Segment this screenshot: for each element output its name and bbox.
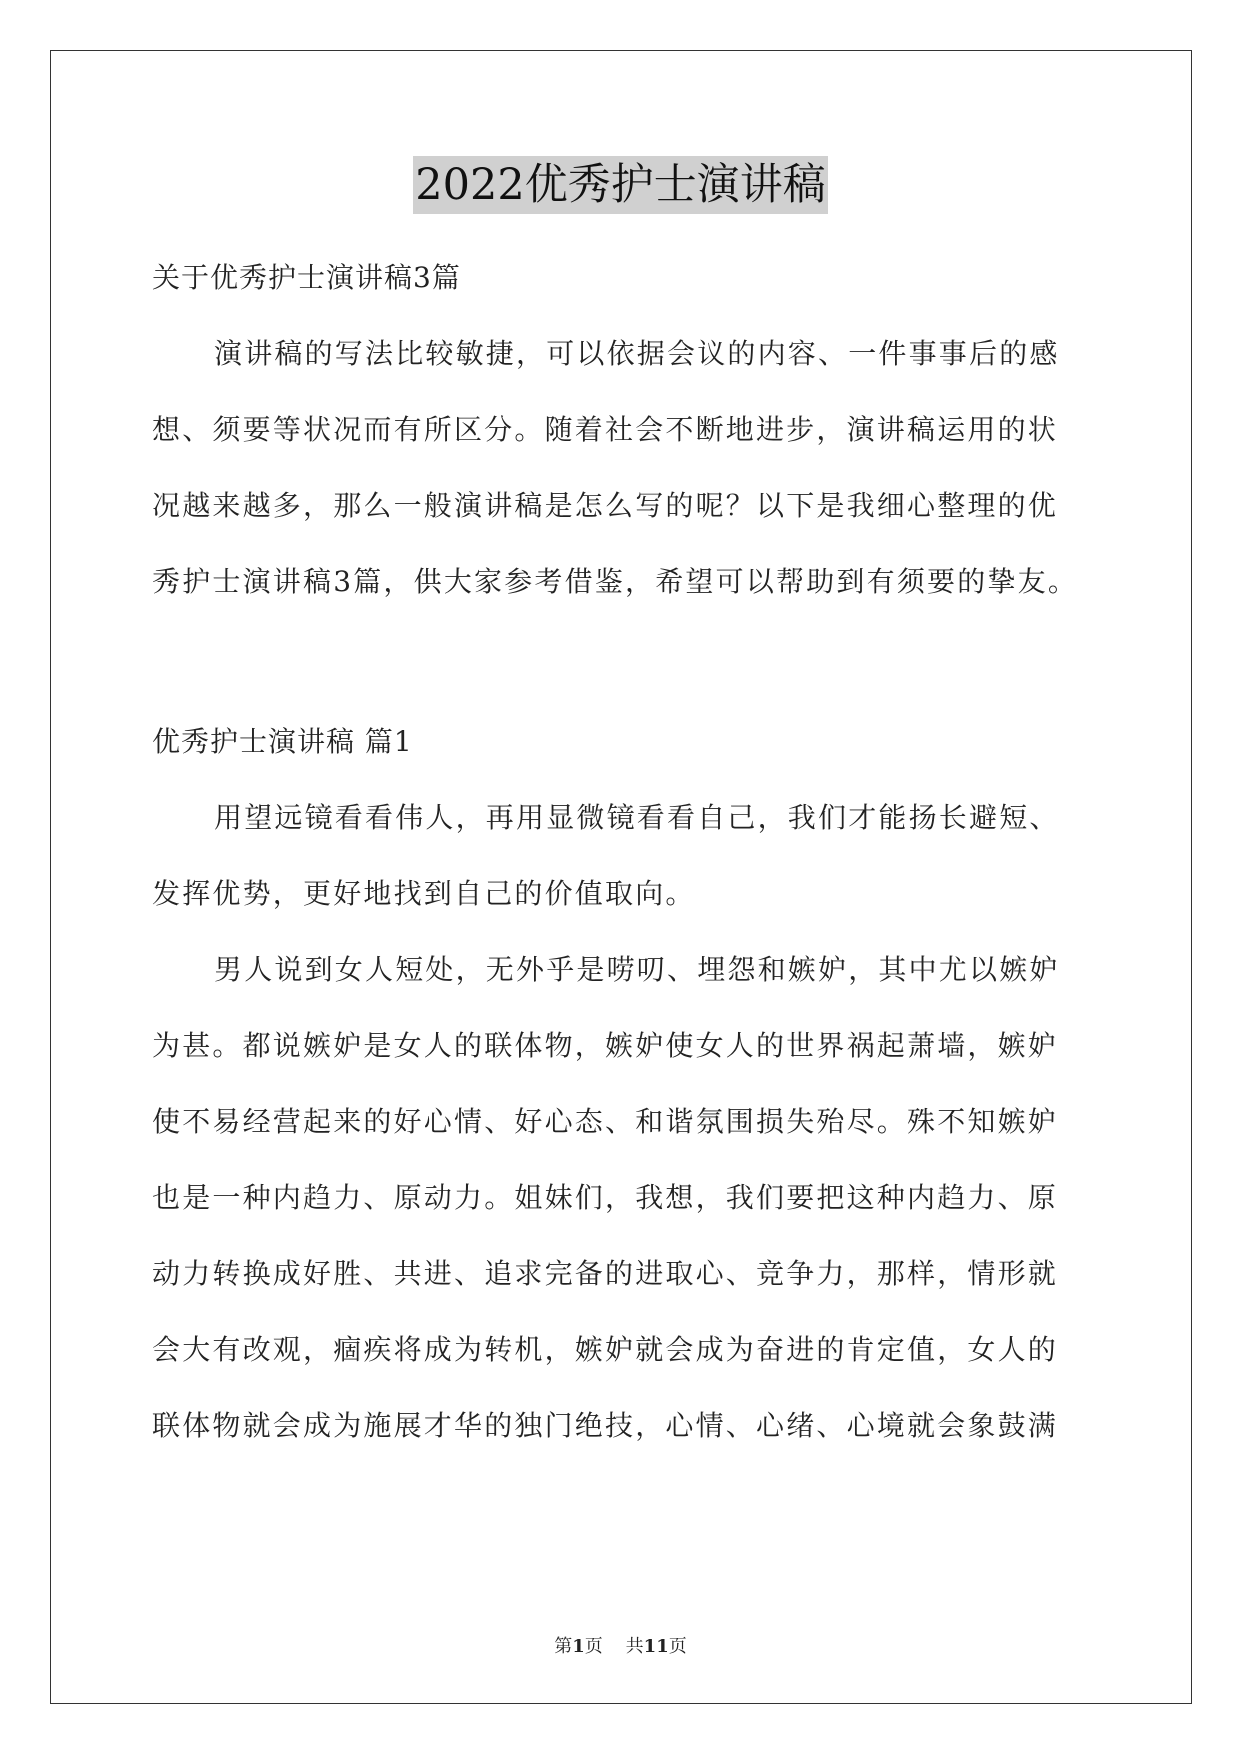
page-mid: 页 共 <box>584 1636 644 1657</box>
section-heading: 优秀护士演讲稿 篇1 <box>152 725 413 758</box>
page-total: 11 <box>643 1636 669 1657</box>
paragraph-line: 动力转换成好胜、共进、追求完备的进取心、竞争力，那样，情形就 <box>152 1257 1059 1290</box>
paragraph-line: 使不易经营起来的好心情、好心态、和谐氛围损失殆尽。殊不知嫉妒 <box>152 1105 1059 1138</box>
paragraph-line: 用望远镜看看伟人，再用显微镜看看自己，我们才能扬长避短、 <box>214 801 1060 834</box>
section-gap <box>152 620 1092 704</box>
paragraph-line: 发挥优势，更好地找到自己的价值取向。 <box>152 877 696 910</box>
document-body <box>152 240 1092 1464</box>
page-prefix: 第 <box>554 1636 573 1657</box>
document-title: 2022优秀护士演讲稿 <box>413 156 827 214</box>
page-current: 1 <box>572 1636 585 1657</box>
paragraph-line: 联体物就会成为施展才华的独门绝技，心情、心绪、心境就会象鼓满 <box>152 1409 1059 1442</box>
page-footer <box>0 1632 1241 1658</box>
document-subtitle: 关于优秀护士演讲稿3篇 <box>152 261 461 294</box>
title-container <box>0 156 1241 214</box>
paragraph-line: 也是一种内趋力、原动力。姐妹们，我想，我们要把这种内趋力、原 <box>152 1181 1059 1214</box>
intro-line: 况越来越多，那么一般演讲稿是怎么写的呢？以下是我细心整理的优 <box>152 489 1059 522</box>
intro-line: 想、须要等状况而有所区分。随着社会不断地进步，演讲稿运用的状 <box>152 413 1059 446</box>
paragraph-line: 为甚。都说嫉妒是女人的联体物，嫉妒使女人的世界祸起萧墙，嫉妒 <box>152 1029 1059 1062</box>
paragraph-line: 会大有改观，痼疾将成为转机，嫉妒就会成为奋进的肯定值，女人的 <box>152 1333 1059 1366</box>
paragraph-line: 男人说到女人短处，无外乎是唠叨、埋怨和嫉妒，其中尤以嫉妒 <box>214 953 1060 986</box>
intro-line: 秀护士演讲稿3篇，供大家参考借鉴，希望可以帮助到有须要的挚友。 <box>152 565 1079 598</box>
page-suffix: 页 <box>668 1636 687 1657</box>
intro-line: 演讲稿的写法比较敏捷，可以依据会议的内容、一件事事后的感 <box>214 337 1060 370</box>
